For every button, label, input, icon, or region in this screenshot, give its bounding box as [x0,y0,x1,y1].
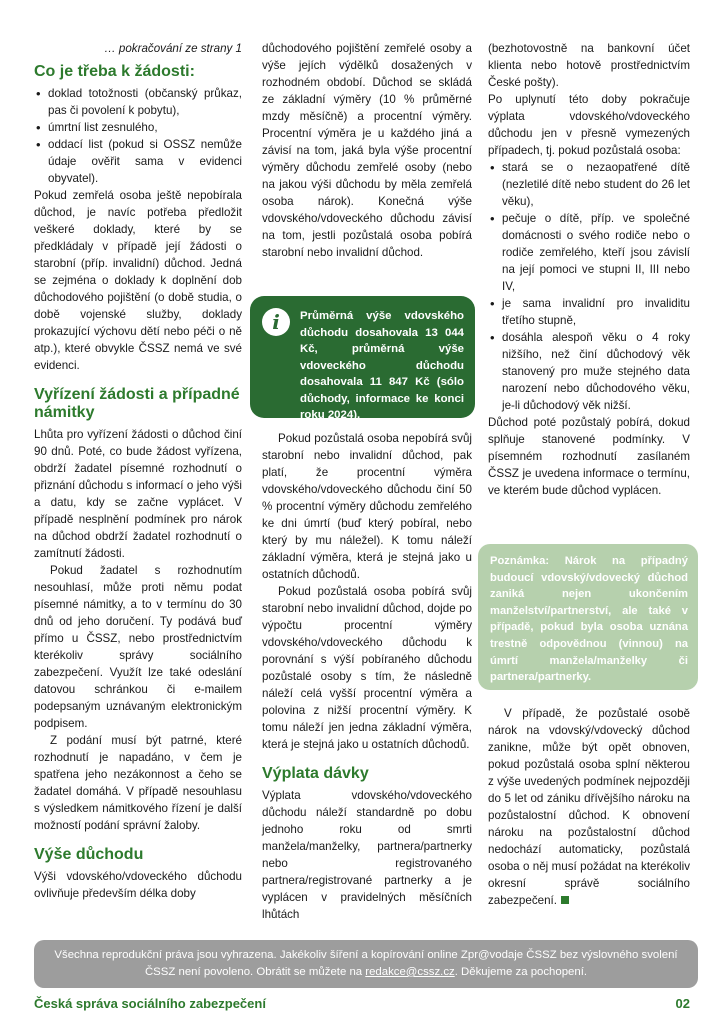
list-item: • je sama invalidní pro invaliditu třetího stupně, [488,295,690,329]
heading-request: Co je třeba k žádosti: [34,63,195,80]
info-text: Průměrná výše vdovského důchodu dosahovala 13 044 Kč, průměrná výše vdoveckého důchodu dosahovala 11 847 Kč (sólo důchody, informace ke konci roku 2024). [300,310,464,421]
paragraph-payment: Výplata vdovského/vdoveckého důchodu náleží standardně po dobu jednoho roku od smrti manžela/manželky, partnera/partnerky nebo registrovaného partnera/registrované partnerky a je vyplácen v pravidelných měsíčních lhůtách [262,789,472,921]
paragraph-conditions: Důchod poté pozůstalý pobírá, dokud splňuje stanovené podmínky. V písemném rozhodnutí zasílaném ČSSZ je uvedena informace o termínu, ve kterém bude důchod vyplácen. [488,416,690,497]
list-item: • pečuje o dítě, příp. ve společné domácnosti o svého rodiče nebo o rodiče zemřelého, kteří jsou závislí na její pomoci ve stupni II, III nebo IV, [488,210,690,295]
list-item: • dosáhla alespoň věku o 4 roky nižšího, než činí důchodový věk stanovený pro muže stejného data narození nebo důchodového věku, je-li důchodový věk nižší. [488,329,690,414]
column-1 [34,40,242,902]
rights-text-after: . Děkujeme za pochopení. [454,966,588,978]
note-box [478,544,698,690]
column-3-bottom [488,705,690,909]
continuation-note: … pokračování ze strany 1 [104,42,242,55]
paragraph-payment-continued: (bezhotovostně na bankovní účet klienta nebo hotově prostřednictvím České pošty). [488,42,690,89]
email-link[interactable]: redakce@cssz.cz [365,966,455,978]
list-item: • úmrtní list zesnulého, [34,119,242,136]
paragraph-after: Po uplynutí této doby pokračuje výplata vdovského/vdoveckého důchodu jen v přesně vymezených případech, tj. pokud pozůstalá osoba: [488,93,690,157]
paragraph-handling-3: Z podání musí být patrné, které rozhodnutí je napadáno, v čem je spatřena jeho nezákonnost a čeho se žadatel domáhá. V případě nesouhlasu s výsledkem námitkového řízení je další možností podání správní žaloby. [34,734,242,832]
organization-name: Česká správa sociálního zabezpečení [34,996,266,1011]
list-item: • doklad totožnosti (občanský průkaz, pas či povolení k pobytu), [34,85,242,119]
info-icon: i [262,308,290,336]
end-mark-icon [561,896,569,904]
list-item: • stará se o nezaopatřené dítě (nezletilé dítě nebo student do 26 let věku), [488,159,690,210]
paragraph-handling-2: Pokud žadatel s rozhodnutím nesouhlasí, může proti němu podat písemné námitky, a to v termínu do 30 dnů od jeho doručení. Ty podává buď přímo u ČSSZ, nebo prostřednictvím kterékoliv správy sociálního zabezpečení. Využít lze také odeslání datovou schránkou či e-mailem podepsaným uznávaným elektronickým podpisem. [34,564,242,730]
rights-text-before: Všechna reprodukční práva jsou vyhrazena. Jakékoliv šíření a kopírování online Zpr@vodaje ČSSZ bez výslovného svolení ČSSZ není povoleno. Obrátit se můžete na [54,949,678,978]
page-number: 02 [675,996,690,1011]
list-item: • oddací list (pokud si OSSZ nemůže údaje ověřit sama v evidenci obyvatel). [34,136,242,187]
paragraph-request: Pokud zemřelá osoba ještě nepobírala důchod, je navíc potřeba předložit veškeré doklady, které by se předkládaly v případě její žádosti o starobní (příp. invalidní) důchod. Jedná se zejména o doklady k doplnění dob důchodového pojištění (o době studia, o době vojenské služby, doklady prokazující výchovu dětí nebo péči o ně atp.), které obvykle ČSSZ nemá ve své evidenci. [34,189,242,372]
rights-text [48,947,684,981]
heading-amount: Výše důchodu [34,846,144,863]
rights-notice [34,940,698,988]
paragraph-renewal [488,705,690,909]
paragraph-handling-1: Lhůta pro vyřízení žádosti o důchod činí 90 dnů. Poté, co bude žádost vyřízena, obdrží žadatel písemné rozhodnutí o přiznání důchodu s informací o jeho výši a datu, kdy se začne vyplácet. V případě nesplnění podmínek pro nárok na důchod obdrží žadatel rozhodnutí o zamítnutí žádosti. [34,428,242,560]
request-list [34,85,242,187]
note-text: Poznámka: Nárok na případný budoucí vdovský/vdovecký důchod zaniká nejen ukončením manželství/partnerství, ale také v případě, pokud byla osoba uznána trestně odpovědnou (vinnou) na úmrtí manžela/manželky či partnera/partnerky. [490,555,688,684]
paragraph-amount-continued: důchodového pojištění zemřelé osoby a výše jejích výdělků dosažených v rozhodném období. Důchod se skládá ze základní výměry (10 % průměrné mzdy měsíčně) a procentní výměry. Procentní výměra je u každého jiná a závisí na tom, jaká byla výše procentní výměry důchodu zemřelé osoby (nebo na jakou výši důchodu by měla zemřelá osoba nárok). Konečná výše vdovského/vdoveckého důchodu závisí na tom, jestli pozůstalá osoba pobírá starobní nebo invalidní důchod. [262,42,472,259]
info-box [250,296,475,421]
heading-handling: Vyřízení žádosti a případné námitky [34,386,240,421]
paragraph-survivor-2: Pokud pozůstalá osoba pobírá svůj starobní nebo invalidní důchod, dojde po výpočtu procentní výměry vdovského/vdoveckého důchodu k porovnání s výší pobíraného důchodu pozůstalé osoby s tím, že následně náleží celá vyšší procentní výměra a polovina z nižší procentní výměry. K tomu náleží jen jedna základní výměra, která je stejná jako u ostatních důchodů. [262,585,472,751]
paragraph-survivor-1: Pokud pozůstalá osoba nepobírá svůj starobní nebo invalidní důchod, pak platí, že procentní výměra vdovského/vdoveckého důchodu činí 50 % procentní výměry důchodu zemřelého ke dni úmrtí (buď který pobíral, nebo který by mu náležel). K tomu náleží základní výměra, která je stejná jako u ostatních důchodů. [262,432,472,581]
paragraph-amount: Výši vdovského/vdoveckého důchodu ovlivňuje především délka doby [34,870,242,900]
heading-payment: Výplata dávky [262,765,369,782]
conditions-list [488,159,690,414]
column-3-top [488,40,690,499]
column-2-top [262,40,472,261]
renewal-text: V případě, že pozůstalé osobě nárok na vdovský/vdovecký důchod zanikne, může být opět obnoven, pokud pozůstalá osoba splní některou z výše uvedených podmínek nejpozději do 5 let od zániku dřívějšího nároku na pozůstalostní důchod. K obnovení nároku na pozůstalostní důchod nedochází automaticky, pozůstalá osoba o něj musí požádat na kterékoliv okresní správě sociálního zabezpečení. [488,707,690,907]
column-2-bottom [262,430,472,923]
